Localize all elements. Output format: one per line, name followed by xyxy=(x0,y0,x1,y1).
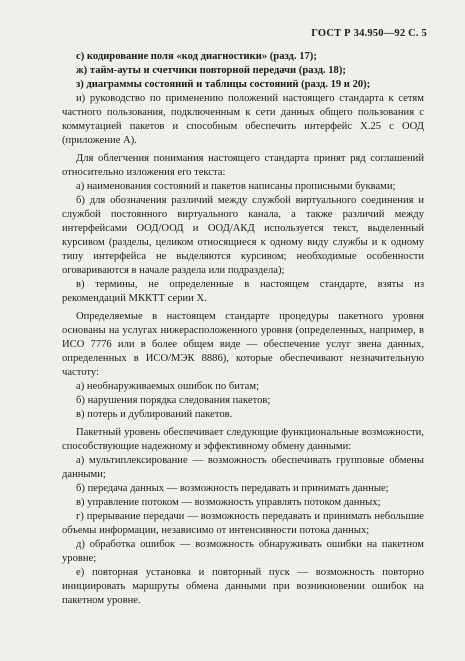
list-item: г) прерывание передачи — возможность передавать и принимать небольшие объемы информации, независимо от интенсивности потока данных; xyxy=(62,511,424,536)
list-item: ж) тайм-ауты и счетчики повторной передачи (разд. 18); xyxy=(76,65,346,76)
list-item: а) необнаруживаемых ошибок по битам; xyxy=(76,381,260,392)
list-item: а) мультиплексирование — возможность обеспечивать групповые обмены данными; xyxy=(62,455,424,480)
list-item: з) диаграммы состояний и таблицы состояний (разд. 19 и 20); xyxy=(76,79,371,90)
paragraph-capabilities: Пакетный уровень обеспечивает следующие функциональные возможности, способствующие надежному и эффективному обмену данными: xyxy=(62,427,424,452)
document-body xyxy=(62,50,424,608)
list-item: б) для обозначения различий между службой виртуального соединения и службой постоянного виртуального канала, а также различий между интерфейсами ООД/ООД и ООД/АКД используется текст, выделенный курсивом (разделы, целиком относящиеся к одному виду службы и к одному типу интерфейса не выделяются курсивом; необходимые особенности оговариваются в начале раздела или подраздела); xyxy=(62,195,424,276)
list-item: и) руководство по применению положений настоящего стандарта к сетям частного пользования, подключенным к сети данных общего пользования с коммутацией пакетов и способным обеспечить интерфейс X.25 с ООД (приложение А). xyxy=(62,93,424,146)
list-item: б) передача данных — возможность передавать и принимать данные; xyxy=(76,483,389,494)
list-item: в) термины, не определенные в настоящем стандарте, взяты из рекомендаций МККТТ серии X. xyxy=(62,279,424,304)
list-item: в) потерь и дублирований пакетов. xyxy=(76,409,233,420)
list-item: б) нарушения порядка следования пакетов; xyxy=(76,395,271,406)
list-item: с) кодирование поля «код диагностики» (разд. 17); xyxy=(76,51,317,62)
list-item: в) управление потоком — возможность управлять потоком данных; xyxy=(76,497,381,508)
page-header-code: ГОСТ Р 34.950—92 С. 5 xyxy=(311,28,427,39)
list-item: а) наименования состояний и пакетов написаны прописными буквами; xyxy=(76,181,396,192)
paragraph-procedures: Определяемые в настоящем стандарте процедуры пакетного уровня основаны на услугах нижерасположенного уровня (определенных, например, в ИСО 7776 или в более общем виде — обеспечение услуг звена данных, определенных в ИСО/МЭК 8886), которые обеспечивают незначительную частоту: xyxy=(62,311,424,378)
paragraph-agreement: Для облегчения понимания настоящего стандарта принят ряд соглашений относительно изложения его текста: xyxy=(62,153,424,178)
list-item: е) повторная установка и повторный пуск — возможность повторно инициировать маршруты обмена данными при возникновении ошибок на пакетном уровне. xyxy=(62,567,424,606)
list-item: д) обработка ошибок — возможность обнаруживать ошибки на пакетном уровне; xyxy=(62,539,424,564)
